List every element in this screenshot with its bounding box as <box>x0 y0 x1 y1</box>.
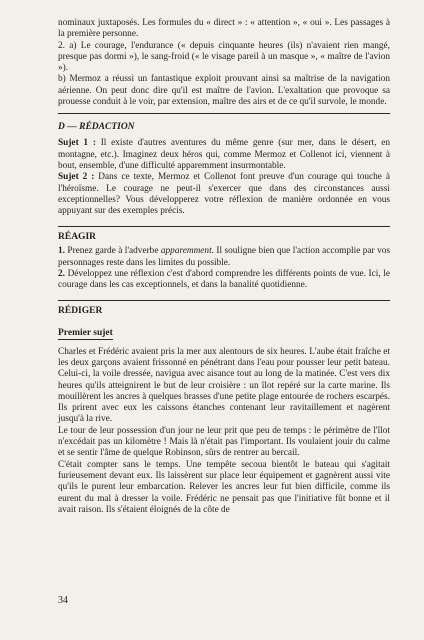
paragraph: Le tour de leur possession d'un jour ne leur prit que peu de temps : le périmètre de l'îlot n'excédait pas un kilomètre ! Mais là n'était pas l'important. Ils voulaient jouir du calme et se sentir l'âme de quelque Robinson, sûrs de rentrer au bercail. <box>58 425 390 459</box>
sujet-2-label: Sujet 2 : <box>58 172 95 183</box>
item-text: Il souligne bien que l'action accomplie par vos personnages reste dans les limites du possible. <box>58 246 390 268</box>
item-text: Prenez garde à l'adverbe <box>64 246 161 257</box>
sujet-1 <box>58 138 390 172</box>
sujet-2 <box>58 172 390 217</box>
reagir-item-2 <box>58 269 390 292</box>
reagir-item-1 <box>58 246 390 269</box>
divider <box>58 226 390 227</box>
page-content <box>58 18 390 516</box>
divider <box>58 113 390 114</box>
item-text: Développez une réflexion c'est d'abord comprendre les différents points de vue. Ici, le courage dans les cas exceptionnels, et dans la banalité quotidienne. <box>58 269 390 291</box>
page-number: 34 <box>58 595 68 606</box>
sujet-1-label: Sujet 1 : <box>58 138 96 149</box>
section-title-redaction: D — RÉDACTION <box>58 122 135 133</box>
sujet-1-text: Il existe d'autres aventures du même genre (sur mer, dans le désert, en montagne, etc.). Imaginez deux héros qui, comme Mermoz et Collenot ici, viennent à bout, ensemble, d'une difficulté apparemment insurmontable. <box>58 138 390 171</box>
answer-line-1: nominaux juxtaposés. Les formules du « direct » : « attention », « oui ». Les passages à la première personne. <box>58 18 390 40</box>
paragraph: C'était compter sans le temps. Une tempête secoua bientôt le bateau qui s'agitait furieusement devant eux. Ils laissèrent sur place leur équipement et gagnèrent aussi vite qu'ils le purent leur embarcation. Relever les ancres leur fut bien difficile, comme ils eurent du mal à dresser la voile. Frédéric ne pensait pas que l'initiative fût bonne et il avait raison. Ils s'étaient éloignés de la côte de <box>58 459 390 515</box>
answer-2a: 2. a) Le courage, l'endurance (« depuis cinquante heures (ils) n'avaient rien mangé, presque pas dormi »), le sang-froid (« le visage pareil à un masque », « maître de l'avion »). <box>58 40 390 74</box>
item-italic-word: apparemment. <box>160 246 214 257</box>
sujet-2-text: Dans ce texte, Mermoz et Collenot font preuve d'un courage qui touche à l'héroïsme. Le courage ne peut-il s'exercer que dans des circonstances aussi exceptionnelles? Vous développerez votre réflexion de manière ordonnée en vous appuyant sur des exemples précis. <box>58 172 390 217</box>
item-number: 1. <box>58 246 65 257</box>
item-number: 2. <box>58 269 65 280</box>
paragraph: Charles et Frédéric avaient pris la mer aux alentours de six heures. L'aube était fraîche et les deux garçons avaient frissonné en pénétrant dans l'eau pour pousser leur petit bateau. Celui-ci, la voile dressée, navigua avec aisance tout au long de la matinée. C'est vers dix heures qu'ils atteignirent le but de leur croisière : un îlot repéré sur la carte marine. Ils mouillèrent les ancres à quelques brasses d'une petite plage entourée de rochers escarpés. Ils prirent avec eux les caissons étanches contenant leur ravitaillement et nagèrent jusqu'à la rive. <box>58 346 390 425</box>
section-title-rediger: RÉDIGER <box>58 305 103 316</box>
subsection-title: Premier sujet <box>58 327 113 338</box>
answer-2b: b) Mermoz a réussi un fantastique exploit prouvant ainsi sa maîtrise de la navigation aérienne. On peut donc dire qu'il est maître de l'avion. L'exaltation que provoque sa prouesse conduit à le voir, par extension, maître des airs et de ce qu'il survole, le monde. <box>58 74 390 108</box>
divider <box>58 300 390 301</box>
section-title-reagir: RÉAGIR <box>58 232 97 243</box>
